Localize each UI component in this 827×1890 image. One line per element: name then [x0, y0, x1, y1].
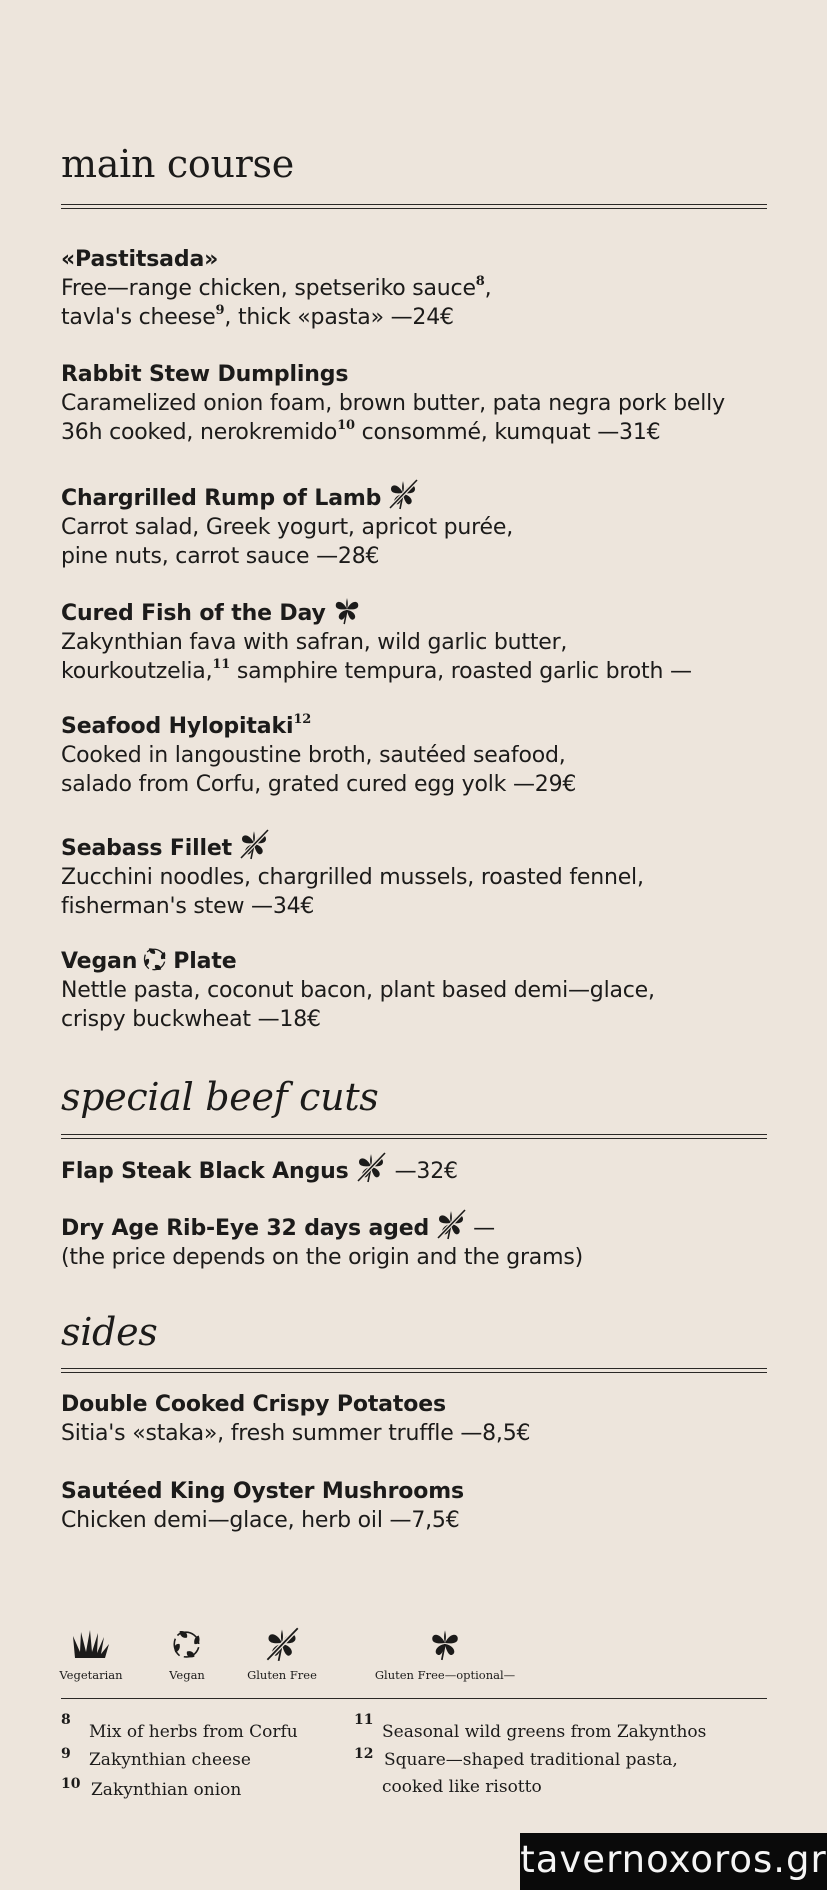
- dish-seabass-fillet: [61, 828, 644, 921]
- watermark: tavernoxoros.gr: [520, 1833, 827, 1890]
- dish-name: Seafood Hylopitaki$^{12}$: [61, 711, 312, 739]
- legend-label: Gluten Free: [247, 1668, 317, 1682]
- dish-description: Nettle pasta, coconut bacon, plant based demi—glace,: [61, 978, 655, 1003]
- dish-description: tavla's cheese$^9$, thick «pasta» —24€: [61, 302, 454, 330]
- sides-divider: [61, 1368, 767, 1373]
- dish-description: crispy buckwheat —18€: [61, 1007, 321, 1032]
- legend-vegan: [157, 1626, 217, 1682]
- gluten-free-icon: [237, 1626, 327, 1662]
- dish-rump-of-lamb: [61, 478, 513, 571]
- legend-label: Vegan: [169, 1668, 205, 1682]
- legend-gluten-free: [237, 1626, 327, 1682]
- dish-description: fisherman's stew —34€: [61, 894, 315, 919]
- dish-pastitsada: [61, 245, 491, 332]
- footnote: 9 Zakynthian cheese: [61, 1746, 251, 1770]
- footnote: 11 Seasonal wild greens from Zakynthos: [354, 1712, 707, 1742]
- dish-name: Vegan Plate: [61, 945, 655, 976]
- dish-name: Double Cooked Crispy Potatoes: [61, 1392, 446, 1417]
- legend-label: Vegetarian: [59, 1668, 123, 1682]
- main-course-title: main course: [61, 142, 294, 186]
- dish-description: Sitia's «staka», fresh summer truffle —8,5€: [61, 1421, 531, 1446]
- footnotes-left: [61, 1712, 341, 1814]
- vegan-icon: [141, 945, 169, 973]
- dish-name: Flap Steak Black Angus —32€: [61, 1151, 458, 1186]
- legend-vegetarian: [53, 1626, 129, 1682]
- dish-description: (the price depends on the origin and the grams): [61, 1245, 583, 1270]
- sides-title: sides: [61, 1310, 158, 1354]
- dish-description: Free—range chicken, spetseriko sauce$^8$,: [61, 273, 492, 301]
- dish-name: Cured Fish of the Day: [61, 595, 692, 628]
- dish-description: Zucchini noodles, chargrilled mussels, roasted fennel,: [61, 865, 644, 890]
- dish-description: salado from Corfu, grated cured egg yolk —29€: [61, 772, 577, 797]
- dish-description: Chicken demi—glace, herb oil —7,5€: [61, 1508, 460, 1533]
- dish-name: «Pastitsada»: [61, 247, 219, 272]
- dish-seafood-hylopitaki: [61, 712, 576, 799]
- dietary-legend: [61, 1626, 767, 1690]
- footnote: 12 Square—shaped traditional pasta, cooked like risotto: [354, 1746, 678, 1797]
- dish-cured-fish: [61, 595, 692, 686]
- legend-gluten-free-optional: [365, 1626, 525, 1682]
- dish-crispy-potatoes: [61, 1390, 530, 1448]
- gluten-free-icon: [238, 828, 270, 860]
- dish-description: 36h cooked, nerokremido$^{10}$ consommé, kumquat —31€: [61, 417, 661, 445]
- dish-description: Cooked in langoustine broth, sautéed seafood,: [61, 743, 566, 768]
- legend-label: Gluten Free—optional—: [374, 1668, 516, 1682]
- dish-rib-eye: [61, 1208, 583, 1272]
- dish-name: Sautéed King Oyster Mushrooms: [61, 1479, 464, 1504]
- dish-king-oyster-mushrooms: [61, 1477, 464, 1535]
- gluten-free-icon: [355, 1151, 387, 1183]
- main-course-divider: [61, 204, 767, 209]
- footnotes-right: [354, 1712, 754, 1806]
- footnote: 8 Mix of herbs from Corfu: [61, 1712, 298, 1742]
- vegan-icon: [157, 1626, 217, 1662]
- beef-cuts-title: special beef cuts: [61, 1075, 379, 1119]
- dish-name: Dry Age Rib-Eye 32 days aged —: [61, 1208, 583, 1243]
- dish-description: Zakynthian fava with safran, wild garlic butter,: [61, 630, 568, 655]
- dish-description: kourkoutzelia,$^{11}$ samphire tempura, roasted garlic broth —: [61, 656, 692, 684]
- dish-description: pine nuts, carrot sauce —28€: [61, 544, 380, 569]
- dish-name: Rabbit Stew Dumplings: [61, 362, 349, 387]
- legend-divider: [61, 1698, 767, 1699]
- gluten-free-icon: [387, 478, 419, 510]
- dish-name: Seabass Fillet: [61, 828, 644, 863]
- gluten-free-optional-icon: [365, 1626, 525, 1662]
- footnote: 10 Zakynthian onion: [61, 1776, 242, 1800]
- dish-flap-steak: [61, 1151, 458, 1186]
- dish-vegan-plate: [61, 945, 655, 1034]
- gluten-free-optional-icon: [332, 595, 362, 625]
- gluten-free-icon: [435, 1208, 467, 1240]
- vegetarian-icon: [53, 1626, 129, 1662]
- beef-cuts-divider: [61, 1134, 767, 1139]
- dish-description: Carrot salad, Greek yogurt, apricot purée,: [61, 515, 513, 540]
- dish-rabbit-stew: [61, 360, 725, 447]
- dish-description: Caramelized onion foam, brown butter, pata negra pork belly: [61, 391, 725, 416]
- dish-name: Chargrilled Rump of Lamb: [61, 478, 513, 513]
